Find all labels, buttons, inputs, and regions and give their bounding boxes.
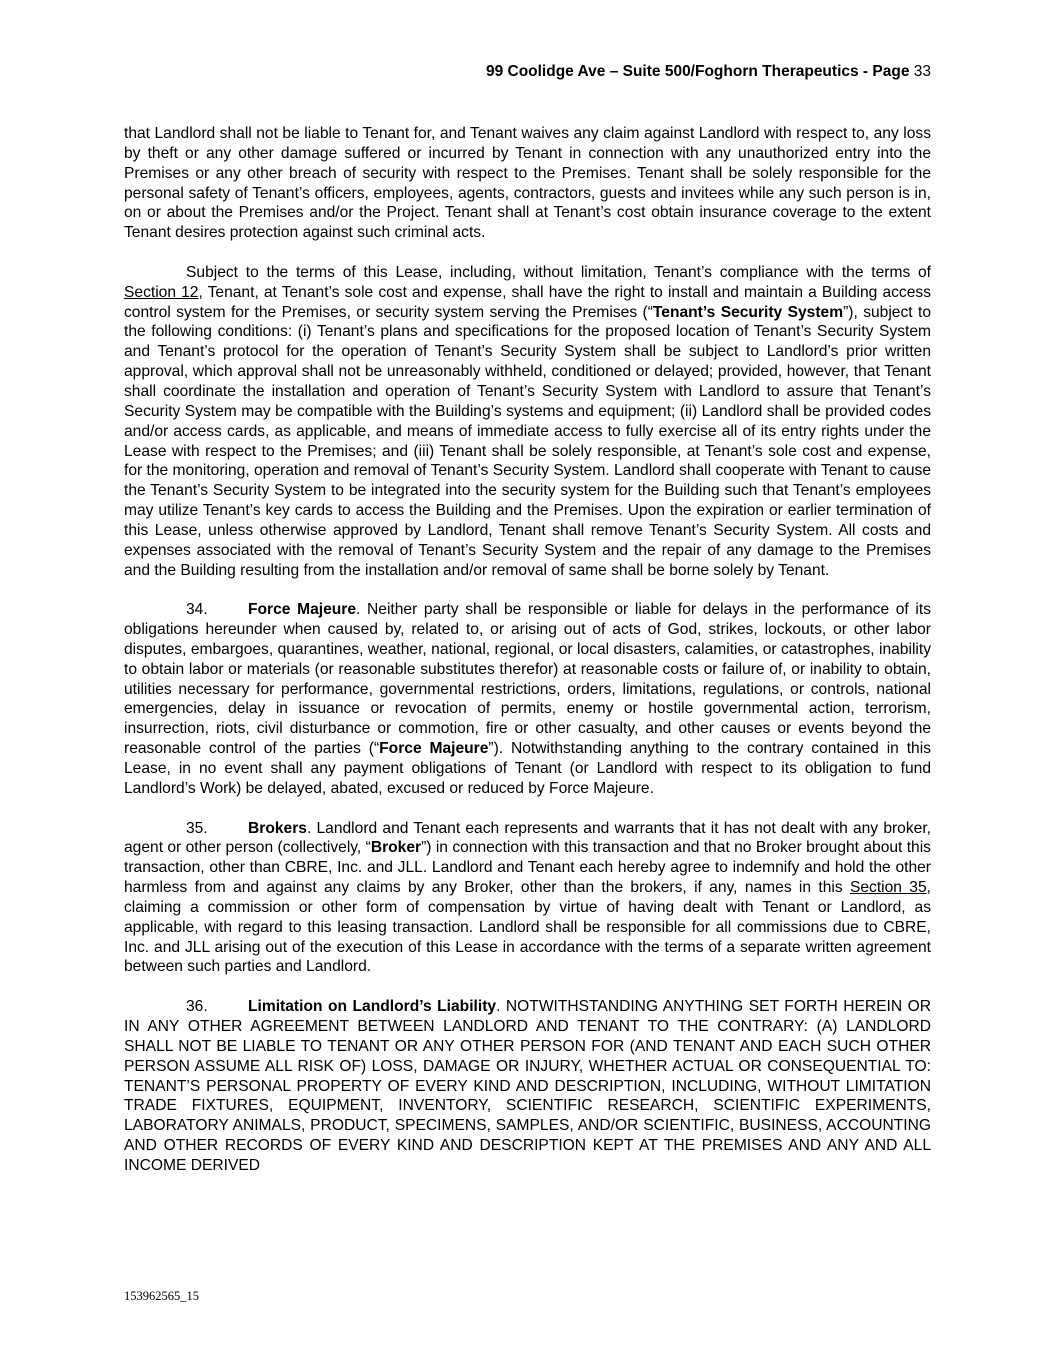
section-34-force-majeure bbox=[124, 600, 931, 798]
text-run: Subject to the terms of this Lease, including, without limitation, Tenant’s compliance with the terms of bbox=[186, 263, 931, 281]
text-run: , Tenant, at Tenant’s sole cost and expense, shall have the right to install and maintain a Building access control system for the Premises, or security system serving the Premises (“ bbox=[124, 283, 931, 321]
defined-term-force-majeure: Force Majeure bbox=[379, 740, 489, 758]
section-35-reference: Section 35 bbox=[849, 879, 927, 897]
section-number: 35. bbox=[186, 819, 208, 837]
section-35-brokers bbox=[124, 819, 931, 978]
text-run: ”) in connection with this transaction and that no Broker brought about this transaction, other than CBRE, Inc. and JLL. Landlord and Tenant each hereby agree to indemnify and hold the other harmless from and against any claims by any Broker, other than the brokers, if any, names in this bbox=[124, 839, 931, 897]
document-id-footer: 153962565_15 bbox=[124, 1289, 199, 1303]
text-run: ”). Notwithstanding anything to the contrary contained in this Lease, in no event shall any payment obligations of Tenant (or Landlord with respect to its obligation to fund Landlord’s Work) be delayed, abated, excused or reduced by Force Majeure. bbox=[124, 740, 931, 797]
header-page-number: 33 bbox=[913, 63, 931, 80]
section-12-reference: Section 12 bbox=[124, 283, 199, 301]
paragraph-security-continued: that Landlord shall not be liable to Tenant for, and Tenant waives any claim against Landlord with respect to, any loss by theft or any other damage suffered or incurred by Tenant in connection with any unauthorized entry into the Premises or any other breach of security with respect to the Premises. Tenant shall be solely responsible for the personal safety of Tenant’s officers, employees, agents, contractors, guests and invitees while any such person is in, on or about the Premises and/or the Project. Tenant shall at Tenant’s cost obtain insurance coverage to the extent Tenant desires protection against such criminal acts. bbox=[124, 125, 931, 242]
paragraph-security-system bbox=[124, 263, 931, 581]
document-body bbox=[124, 124, 931, 1196]
text-run: ”), subject to the following conditions: (i) Tenant’s plans and specifications for the proposed location of Tenant’s Security System and Tenant’s protocol for the operation of Tenant’s Security System shall be subject to Landlord’s prior written approval, which approval shall not be unreasonably withheld, conditioned or delayed; provided, however, that Tenant shall coordinate the installation and operation of Tenant’s Security System with Landlord to assure that Tenant’s Security System may be compatible with the Building’s systems and equipment; (ii) Landlord shall be provided codes and/or access cards, as applicable, and means of immediate access to fully exercise all of its entry rights under the Lease with respect to the Premises; and (iii) Tenant shall be solely responsible, at Tenant’s sole cost and expense, for the monitoring, operation and removal of Tenant’s Security System. Landlord shall cooperate with Tenant to cause the Tenant’s Security System to be integrated into the security system for the Building such that Tenant’s employees may utilize Tenant’s key cards to access the Building and the Premises. Upon the expiration or earlier termination of this Lease, unless otherwise approved by Landlord, Tenant shall remove Tenant’s Security System. All costs and expenses associated with the removal of Tenant’s Security System and the repair of any damage to the Premises and the Building resulting from the installation and/or removal of same shall be borne solely by Tenant. bbox=[124, 303, 932, 579]
defined-term-security-system: Tenant’s Security System bbox=[652, 303, 844, 321]
section-number: 36. bbox=[186, 998, 208, 1016]
section-heading: Limitation on Landlord’s Liability bbox=[248, 998, 497, 1016]
text-run: . Landlord and Tenant each represents and warrants that it has not dealt with any broker, agent or other person (collectively, “ bbox=[124, 819, 931, 857]
section-36-limitation-liability bbox=[124, 997, 931, 1176]
text-run: . NOTWITHSTANDING ANYTHING SET FORTH HEREIN OR IN ANY OTHER AGREEMENT BETWEEN LANDLORD AND TENANT TO THE CONTRARY: (A) LANDLORD SHALL NOT BE LIABLE TO TENANT OR ANY OTHER PERSON FOR (AND TENANT AND EACH SUCH OTHER PERSON ASSUME ALL RISK OF) LOSS, DAMAGE OR INJURY, WHETHER ACTUAL OR CONSEQUENTIAL TO: TENANT’S PERSONAL PROPERTY OF EVERY KIND AND DESCRIPTION, INCLUDING, WITHOUT LIMITATION TRADE FIXTURES, EQUIPMENT, INVENTORY, SCIENTIFIC RESEARCH, SCIENTIFIC EXPERIMENTS, LABORATORY ANIMALS, PRODUCT, SPECIMENS, SAMPLES, AND/OR SCIENTIFIC, BUSINESS, ACCOUNTING AND OTHER RECORDS OF EVERY KIND AND DESCRIPTION KEPT AT THE PREMISES AND ANY AND ALL INCOME DERIVED bbox=[124, 998, 932, 1174]
section-heading: Force Majeure bbox=[248, 601, 357, 619]
header-title: 99 Coolidge Ave – Suite 500/Foghorn Therapeutics - Page bbox=[485, 63, 910, 80]
section-heading: Brokers bbox=[248, 819, 307, 837]
page-header bbox=[486, 62, 931, 82]
defined-term-broker: Broker bbox=[370, 839, 422, 857]
text-run: , claiming a commission or other form of compensation by virtue of having dealt with Tenant or Landlord, as applicable, with regard to this leasing transaction. Landlord shall be responsible for all commissions due to CBRE, Inc. and JLL arising out of the execution of this Lease in accordance with the terms of a separate written agreement between such parties and Landlord. bbox=[124, 879, 931, 976]
text-run: . Neither party shall be responsible or liable for delays in the performance of its obligations hereunder when caused by, related to, or arising out of acts of God, strikes, lockouts, or other labor disputes, embargoes, quarantines, weather, national, regional, or local disasters, calamities, or catastrophes, inability to obtain labor or materials (or reasonable substitutes therefor) at reasonable costs or failure of, or inability to obtain, utilities necessary for performance, governmental restrictions, orders, limitations, regulations, or controls, national emergencies, delay in issuance or revocation of permits, enemy or hostile governmental action, terrorism, insurrection, riots, civil disturbance or commotion, fire or other casualty, and other causes or events beyond the reasonable control of the parties (“ bbox=[124, 601, 931, 758]
section-number: 34. bbox=[186, 601, 208, 619]
